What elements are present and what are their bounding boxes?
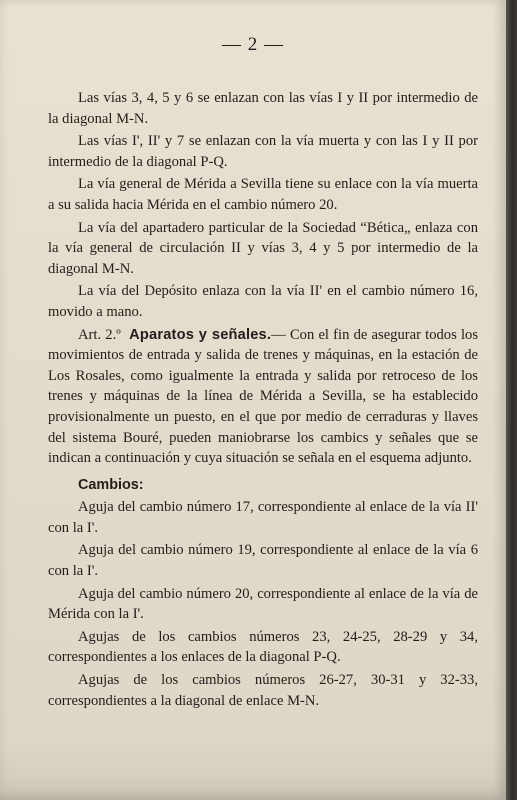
body-text: [48, 88, 478, 713]
cambio-item: Agujas de los cambios números 23, 24-25, 28-29 y 34, correspondientes a los enlaces de la diagonal P-Q.: [48, 628, 478, 666]
article-2-paragraph: [48, 325, 478, 469]
article-title: Aparatos y señales.: [129, 326, 272, 343]
cambio-item: Aguja del cambio número 19, correspondiente al enlace de la vía 6 con la I'.: [48, 542, 478, 580]
paragraph: La vía del apartadero particular de la Sociedad “Bética„ enlaza con la vía general de circulación II y vías 3, 4 y 5 por intermedio de la diagonal M-N.: [48, 219, 478, 277]
paragraph: La vía general de Mérida a Sevilla tiene su enlace con la vía muerta a su salida hacia Mérida en el cambio número 20.: [48, 176, 478, 213]
paragraph: Las vías I', II' y 7 se enlazan con la vía muerta y con las I y II por intermedio de la diagonal P-Q.: [48, 133, 478, 170]
book-edge: [506, 0, 517, 800]
page-shadow: [0, 740, 506, 800]
cambios-heading: Cambios:: [78, 476, 144, 493]
cambio-item: Aguja del cambio número 17, correspondiente al enlace de la vía II' con la I'.: [48, 499, 478, 536]
page-number: — 2 —: [222, 34, 284, 55]
cambio-item: Aguja del cambio número 20, correspondiente al enlace de la vía de Mérida con la I'.: [48, 585, 478, 623]
article-label: Art. 2.º: [78, 326, 121, 343]
article-text: Con el fin de asegurar todos los movimientos de entrada y salida de trenes y máquinas, en la estación de Los Rosales, como igualmente la entrada y salida por retroceso de los trenes y máquinas de la línea de Mérida a Sevilla, se ha establecido provisionalmente un puesto, en el que por medio de cerraduras y llaves del sistema Bouré, pueden maniobrarse los cambics y señales que se indican a continuación y cuya situación se señala en el esquema adjunto.: [48, 326, 479, 467]
cambio-item: Agujas de los cambios números 26-27, 30-31 y 32-33, correspondientes a la diagonal de enlace M-N.: [48, 672, 478, 709]
paragraph: La vía del Depósito enlaza con la vía II' en el cambio número 16, movido a mano.: [48, 283, 478, 320]
paragraph: Las vías 3, 4, 5 y 6 se enlazan con las vías I y II por intermedio de la diagonal M-N.: [48, 90, 478, 127]
article-dash: —: [271, 326, 286, 343]
